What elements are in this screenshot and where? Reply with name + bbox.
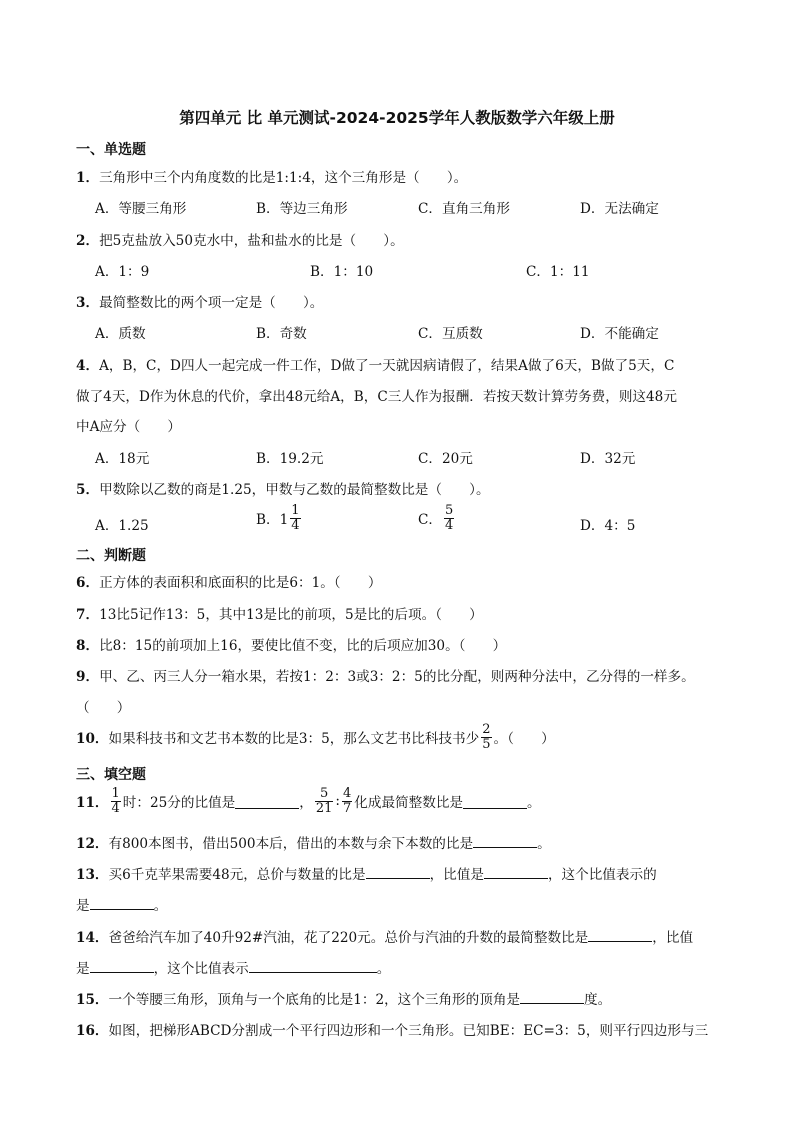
question-text-end: 度。 <box>584 992 612 1008</box>
option-c: C．1：11 <box>526 264 590 280</box>
answer-blank[interactable] <box>473 833 537 848</box>
question-text-line-1: A，B，C，D四人一起完成一件工作，D做了一天就因病请假了，结果A做了6天，B做了5天，C <box>99 358 675 374</box>
option-c: C．20元 <box>418 451 473 467</box>
option-c-fraction <box>444 504 454 532</box>
answer-blank[interactable] <box>90 895 154 910</box>
question-number: 3． <box>76 295 100 311</box>
question-number: 15． <box>76 992 109 1008</box>
section-heading-true-false: 二、判断题 <box>76 548 146 564</box>
option-c <box>418 504 456 532</box>
question-12 <box>76 832 551 852</box>
question-5 <box>76 478 490 498</box>
option-a: A．1.25 <box>95 518 149 534</box>
question-text: ， <box>299 795 313 812</box>
question-text-end: 。 <box>537 836 551 852</box>
question-text: 比8：15的前项加上16，要使比值不变，比的后项应加30。（ ） <box>99 638 507 654</box>
question-9 <box>76 665 695 685</box>
option-b <box>256 504 303 532</box>
option-d: D．无法确定 <box>580 201 659 217</box>
question-text: 是 <box>76 961 90 977</box>
question-text: 买6千克苹果需要48元，总价与数量的比是 <box>108 867 366 883</box>
option-a: A．等腰三角形 <box>95 201 187 217</box>
option-b-fraction <box>290 504 300 532</box>
question-text: ，这个比值表示 <box>153 961 249 977</box>
answer-blank[interactable] <box>366 864 430 879</box>
question-number: 16． <box>76 1023 109 1039</box>
question-text: ，比值是 <box>429 867 484 883</box>
fraction-four-sevenths <box>342 787 352 815</box>
question-text: 是 <box>76 898 90 914</box>
ratio-colon: : <box>335 793 340 810</box>
fraction-numerator: 1 <box>291 503 300 518</box>
fraction-denominator: 7 <box>343 800 352 816</box>
question-text: 爸爸给汽车加了40升92#汽油，花了220元。总价与汽油的升数的最简整数比是 <box>108 930 589 946</box>
fraction-numerator: 1 <box>111 786 120 801</box>
question-text: 甲数除以乙数的商是1.25，甲数与乙数的最简整数比是（ ）。 <box>99 482 490 498</box>
question-13-line-2 <box>76 894 167 914</box>
question-14 <box>76 926 693 946</box>
fraction-numerator: 2 <box>482 722 491 737</box>
question-number: 13． <box>76 867 109 883</box>
option-b: B．19.2元 <box>256 451 324 467</box>
question-text: ，比值 <box>652 930 694 946</box>
option-b: B．1：10 <box>310 264 374 280</box>
fraction-denominator: 4 <box>111 800 120 816</box>
option-c: C．直角三角形 <box>418 201 510 217</box>
question-number: 7． <box>76 607 100 623</box>
question-2 <box>76 229 404 249</box>
question-number: 12． <box>76 836 109 852</box>
question-4 <box>76 354 674 374</box>
section-heading-fill-in: 三、填空题 <box>76 767 146 783</box>
question-text-end: 。（ ） <box>493 731 555 748</box>
question-11 <box>76 787 541 815</box>
option-d: D．不能确定 <box>580 326 659 342</box>
fraction <box>481 723 491 751</box>
question-6 <box>76 571 381 591</box>
question-number: 9． <box>76 669 100 685</box>
question-14-line-2 <box>76 957 390 977</box>
option-a: A．1：9 <box>95 264 150 280</box>
answer-blank[interactable] <box>484 864 548 879</box>
question-15 <box>76 988 611 1008</box>
question-text-line-3: 中A应分（ ） <box>76 419 181 435</box>
option-c: C．互质数 <box>418 326 483 342</box>
answer-blank[interactable] <box>235 794 299 809</box>
fraction-numerator: 5 <box>315 787 334 802</box>
fraction-numerator: 4 <box>343 786 352 801</box>
page-title: 第四单元 比 单元测试-2024-2025学年人教版数学六年级上册 <box>179 109 615 127</box>
question-3 <box>76 291 323 311</box>
question-13 <box>76 863 657 883</box>
fraction-numerator: 5 <box>445 503 454 518</box>
answer-blank[interactable] <box>90 958 154 973</box>
question-8 <box>76 634 506 654</box>
question-text-end: 。 <box>376 961 391 977</box>
answer-blank[interactable] <box>249 958 377 973</box>
question-text: 13比5记作13：5，其中13是比的前项，5是比的后项。（ ） <box>99 607 483 623</box>
question-text: 把5克盐放入50克水中，盐和盐水的比是（ ）。 <box>99 233 404 249</box>
question-number: 6． <box>76 575 100 591</box>
question-text-line-2: 做了4天，D作为休息的代价，拿出48元给A，B，C三人作为报酬．若按天数计算劳务费，则这48元 <box>76 389 677 405</box>
question-text: 一个等腰三角形，顶角与一个底角的比是1：2，这个三角形的顶角是 <box>108 992 521 1008</box>
answer-blank[interactable] <box>520 989 584 1004</box>
option-b: B．奇数 <box>256 326 307 342</box>
question-7 <box>76 603 483 623</box>
section-heading-single-choice: 一、单选题 <box>76 142 146 158</box>
question-number: 4． <box>76 358 100 374</box>
fraction-five-twentyfirsts <box>315 787 334 815</box>
question-text: 如果科技书和文艺书本数的比是3：5，那么文艺书比科技书少 <box>108 731 480 748</box>
question-number: 1． <box>76 170 100 186</box>
answer-blank[interactable] <box>588 927 652 942</box>
option-c-label: C． <box>418 512 442 529</box>
question-text-line-2: （ ） <box>76 700 131 716</box>
option-a: A．18元 <box>95 451 150 467</box>
question-text: 化成最简整数比是 <box>354 795 464 812</box>
fraction-denominator: 21 <box>315 800 333 816</box>
option-d: D．4：5 <box>580 518 636 534</box>
question-text: 如图，把梯形ABCD分割成一个平行四边形和一个三角形。已知BE：EC=3：5，则平行四边形与三 <box>108 1023 709 1039</box>
option-b: B．等边三角形 <box>256 201 348 217</box>
option-a: A．质数 <box>95 326 146 342</box>
question-number: 10． <box>76 731 109 748</box>
question-text: 有800本图书，借出500本后，借出的本数与余下本数的比是 <box>108 836 474 852</box>
question-number: 2． <box>76 233 100 249</box>
question-number: 14． <box>76 930 109 946</box>
question-text-line-1: 甲、乙、丙三人分一箱水果，若按1：2：3或3：2：5的比分配，则两种分法中，乙分得的一样多。 <box>99 669 695 685</box>
question-text: ，这个比值表示的 <box>547 867 657 883</box>
question-text: 最简整数比的两个项一定是（ ）。 <box>99 295 324 311</box>
option-b-label: B．1 <box>256 512 289 529</box>
fraction-denominator: 4 <box>291 517 300 533</box>
question-text: 时：25分的比值是 <box>122 795 236 812</box>
question-number: 8． <box>76 638 100 654</box>
question-10 <box>76 723 555 751</box>
question-1 <box>76 166 467 186</box>
fraction-denominator: 5 <box>482 736 491 752</box>
question-number: 5． <box>76 482 100 498</box>
answer-blank[interactable] <box>463 794 527 809</box>
question-text: 三角形中三个内角度数的比是1:1:4，这个三角形是（ ）。 <box>99 170 468 186</box>
fraction-one-quarter <box>111 787 121 815</box>
question-text-end: 。 <box>153 898 168 914</box>
question-16 <box>76 1019 708 1039</box>
question-number: 11． <box>76 795 109 812</box>
question-text: 。 <box>527 795 541 812</box>
fraction-denominator: 4 <box>445 517 454 533</box>
question-text: 正方体的表面积和底面积的比是6：1。（ ） <box>99 575 382 591</box>
option-d: D．32元 <box>580 451 636 467</box>
